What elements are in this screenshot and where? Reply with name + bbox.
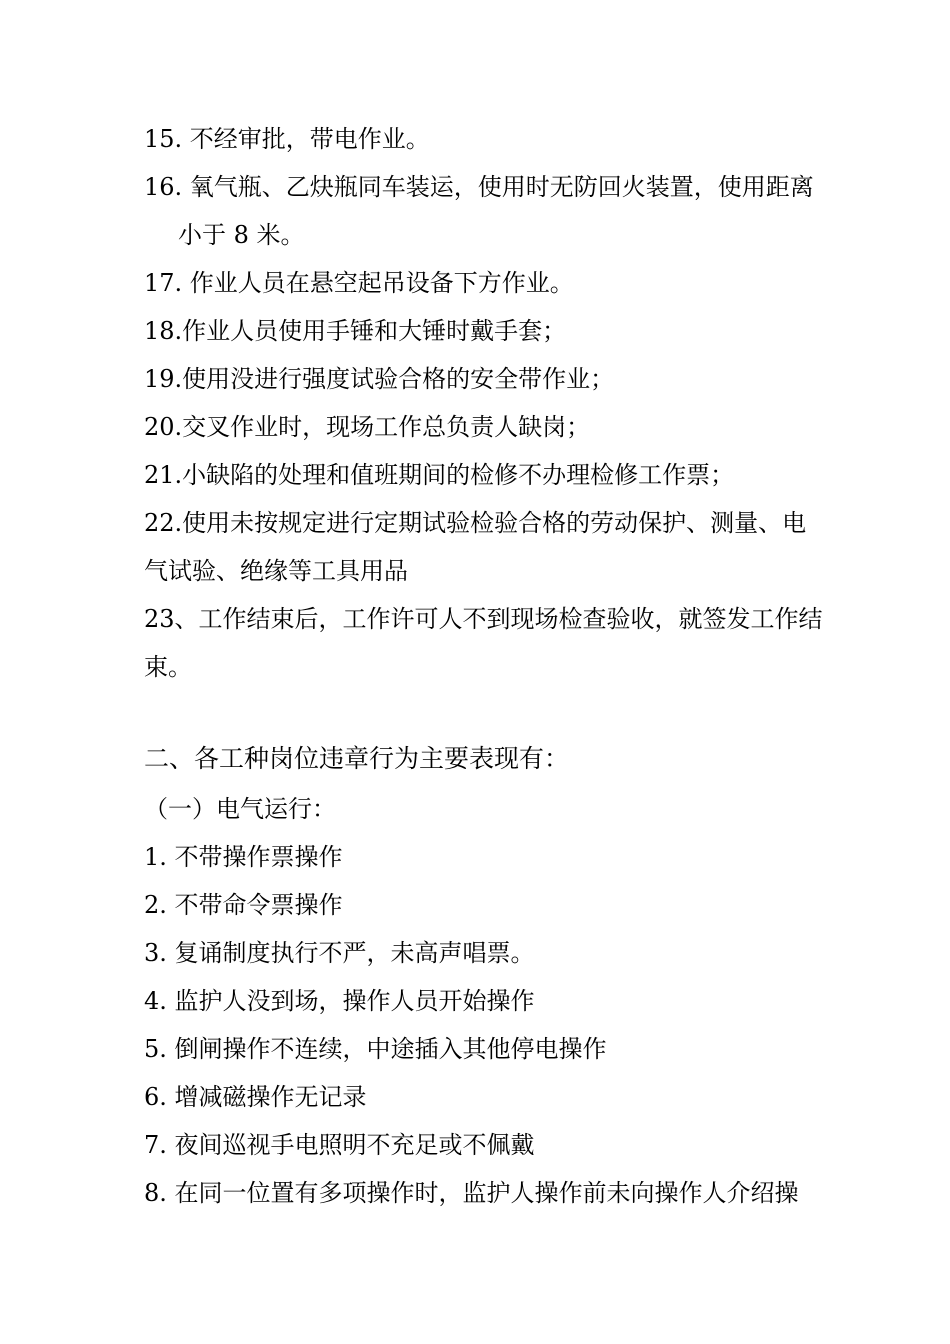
- list-item-3: 3. 复诵制度执行不严，未高声唱票。: [144, 939, 535, 967]
- item-18: 18.作业人员使用手锤和大锤时戴手套；: [144, 317, 567, 345]
- list-item-8: 8. 在同一位置有多项操作时，监护人操作前未向操作人介绍操: [144, 1179, 799, 1207]
- item-19: 19.使用没进行强度试验合格的安全带作业；: [144, 365, 615, 393]
- item-22: 22.使用未按规定进行定期试验检验合格的劳动保护、测量、电: [144, 509, 807, 537]
- item-23: 23、工作结束后，工作许可人不到现场检查验收，就签发工作结: [144, 605, 823, 633]
- item-16-continued: 小于 8 米。: [178, 221, 305, 249]
- item-16: 16. 氧气瓶、乙炔瓶同车装运，使用时无防回火装置，使用距离: [144, 173, 814, 201]
- section-heading: 二、各工种岗位违章行为主要表现有：: [144, 744, 570, 773]
- list-item-6: 6. 增减磁操作无记录: [144, 1083, 367, 1111]
- list-item-1: 1. 不带操作票操作: [144, 843, 343, 871]
- item-15: 15. 不经审批，带电作业。: [144, 125, 430, 153]
- item-22-continued: 气试验、绝缘等工具用品: [144, 557, 408, 585]
- list-item-4: 4. 监护人没到场，操作人员开始操作: [144, 987, 535, 1015]
- list-item-7: 7. 夜间巡视手电照明不充足或不佩戴: [144, 1131, 535, 1159]
- item-21: 21.小缺陷的处理和值班期间的检修不办理检修工作票；: [144, 461, 735, 489]
- list-item-2: 2. 不带命令票操作: [144, 891, 343, 919]
- item-17: 17. 作业人员在悬空起吊设备下方作业。: [144, 269, 574, 297]
- item-20: 20.交叉作业时，现场工作总负责人缺岗；: [144, 413, 591, 441]
- item-23-continued: 束。: [144, 653, 192, 681]
- subsection-heading: （一）电气运行：: [144, 795, 336, 823]
- list-item-5: 5. 倒闸操作不连续，中途插入其他停电操作: [144, 1035, 607, 1063]
